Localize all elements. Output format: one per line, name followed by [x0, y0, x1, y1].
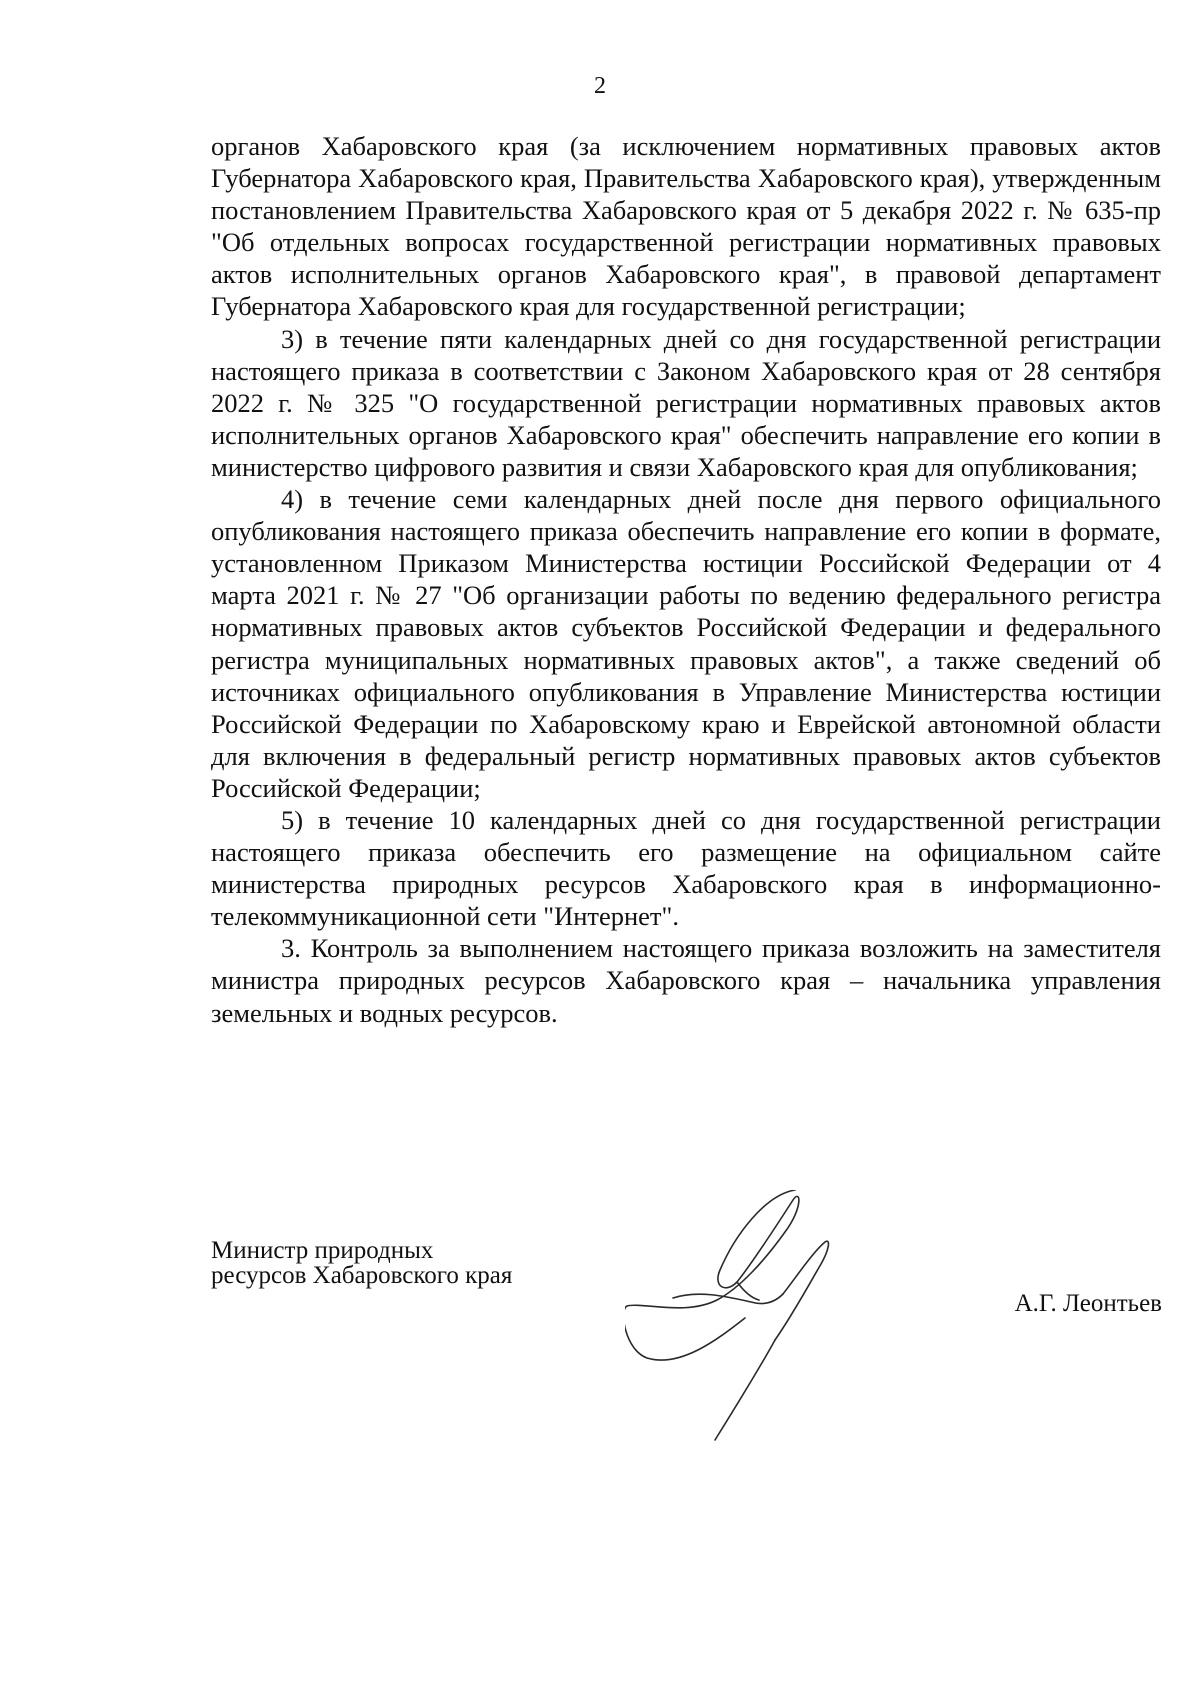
signatory-name: А.Г. Леонтьев	[1014, 1290, 1162, 1317]
paragraph-control: 3. Контроль за выполнением настоящего приказа возложить на заместителя министра природных ресурсов Хабаровского края – начальника управления земельных и водных ресурсов.	[211, 933, 1161, 1028]
signatory-position	[211, 1238, 512, 1288]
signatory-position-line2: ресурсов Хабаровского края	[211, 1262, 513, 1289]
handwritten-signature-icon	[625, 1190, 925, 1450]
paragraph-item-4: 4) в течение семи календарных дней после дня первого официального опубликования настоящего приказа обеспечить направление его копии в формате, установленном Приказом Министерства юстиции Российской Федерации от 4 марта 2021 г. № 27 "Об организации работы по ведению федерального регистра нормативных правовых актов субъектов Российской Федерации и федерального регистра муниципальных нормативных правовых актов", а также сведений об источниках официального опубликования в Управление Министерства юстиции Российской Федерации по Хабаровскому краю и Еврейской автономной области для включения в федеральный регистр нормативных правовых актов субъектов Российской Федерации;	[211, 484, 1161, 803]
page-number: 2	[594, 73, 606, 99]
document-body	[211, 130, 1161, 1029]
signatory-position-line1: Министр природных	[211, 1237, 434, 1264]
paragraph-item-5: 5) в течение 10 календарных дней со дня государственной регистрации настоящего приказа обеспечить его размещение на официальном сайте министерства природных ресурсов Хабаровского края в информационно-телекоммуникационной сети "Интернет".	[211, 804, 1161, 932]
paragraph-item-3: 3) в течение пяти календарных дней со дня государственной регистрации настоящего приказа в соответствии с Законом Хабаровского края от 28 сентября 2022 г. № 325 "О государственной регистрации нормативных правовых актов исполнительных органов Хабаровского края" обеспечить направление его копии в министерство цифрового развития и связи Хабаровского края для опубликования;	[211, 323, 1161, 482]
paragraph-continuation: органов Хабаровского края (за исключением нормативных правовых актов Губернатора Хабаровского края, Правительства Хабаровского края), утвержденным постановлением Правительства Хабаровского края от 5 декабря 2022 г. № 635-пр "Об отдельных вопросах государственной регистрации нормативных правовых актов исполнительных органов Хабаровского края", в правовой департамент Губернатора Хабаровского края для государственной регистрации;	[211, 131, 1161, 322]
